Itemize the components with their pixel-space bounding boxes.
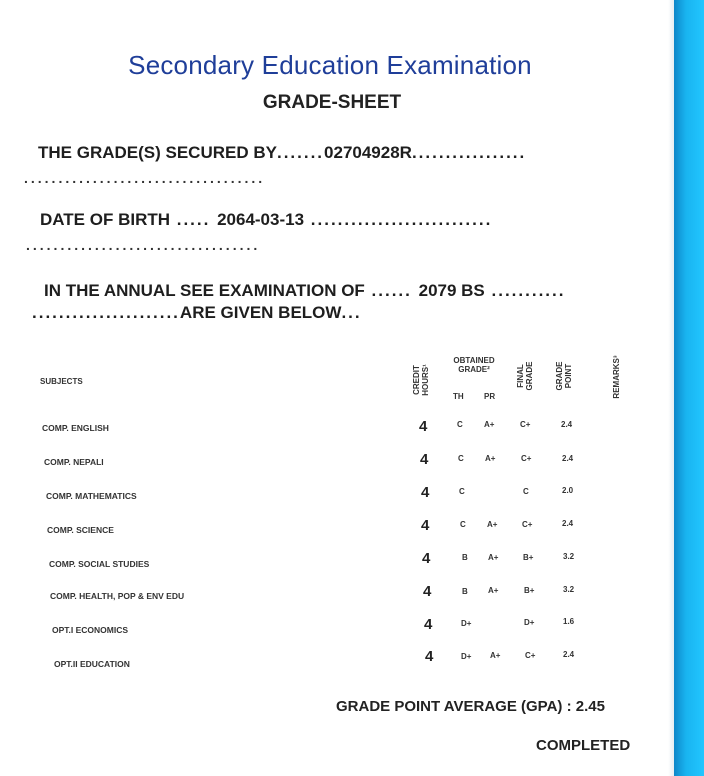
exam-title: Secondary Education Examination bbox=[128, 50, 532, 80]
gpa-line bbox=[336, 698, 605, 715]
table-row-credit: 4 bbox=[420, 451, 429, 468]
table-row-final: B+ bbox=[524, 586, 535, 595]
table-row-gp: 3.2 bbox=[563, 585, 575, 594]
table-row-final: C+ bbox=[522, 520, 533, 529]
table-row-gp: 2.4 bbox=[562, 519, 574, 528]
symbol-number: 02704928R bbox=[324, 143, 412, 162]
final-grade-header: FINAL GRADE bbox=[516, 361, 534, 391]
table-row-final: C+ bbox=[525, 651, 536, 660]
grade-point-header: GRADE POINT bbox=[555, 361, 573, 391]
secured-label: THE GRADE(S) SECURED BY bbox=[38, 143, 277, 162]
table-row-credit: 4 bbox=[419, 418, 428, 435]
table-row-th: D+ bbox=[461, 652, 472, 661]
table-row-credit: 4 bbox=[425, 648, 434, 665]
subjects-header: SUBJECTS bbox=[40, 377, 83, 386]
table-row-th: D+ bbox=[461, 619, 472, 628]
table-row-pr: A+ bbox=[488, 586, 499, 595]
secured-by-line: THE GRADE(S) SECURED BY.......02704928R................. bbox=[38, 143, 527, 162]
table-row-subject: COMP. MATHEMATICS bbox=[46, 491, 137, 501]
table-row-gp: 2.4 bbox=[561, 420, 573, 429]
exam-year: 2079 BS bbox=[418, 281, 485, 300]
credit-hours-header: CREDIT HOURS¹ bbox=[412, 364, 430, 396]
table-row-subject: OPT.II EDUCATION bbox=[54, 659, 130, 669]
dob-label: DATE OF BIRTH bbox=[40, 210, 171, 229]
table-row-th: C bbox=[458, 454, 464, 463]
table-row-subject: COMP. SCIENCE bbox=[47, 525, 114, 535]
table-row-credit: 4 bbox=[424, 616, 433, 633]
status-text: COMPLETED bbox=[536, 737, 631, 754]
table-row-subject: COMP. HEALTH, POP & ENV EDU bbox=[50, 591, 185, 601]
table-row-pr: A+ bbox=[488, 553, 499, 562]
th-header: TH bbox=[453, 392, 464, 401]
table-row-pr: A+ bbox=[485, 454, 496, 463]
table-row-final: C+ bbox=[521, 454, 532, 463]
table-row-credit: 4 bbox=[423, 583, 432, 600]
table-row-th: B bbox=[462, 587, 468, 596]
table-row-final: B+ bbox=[523, 553, 534, 562]
table-row-final: C bbox=[523, 487, 529, 496]
table-row-gp: 2.0 bbox=[562, 486, 574, 495]
table-row-th: C bbox=[459, 487, 465, 496]
table-row-final: D+ bbox=[524, 618, 535, 627]
table-row-subject: COMP. NEPALI bbox=[44, 457, 104, 467]
dotted-line: ................................... bbox=[24, 170, 266, 186]
pr-header: PR bbox=[484, 392, 496, 401]
table-row-subject: OPT.I ECONOMICS bbox=[52, 625, 129, 635]
table-row-gp: 1.6 bbox=[563, 617, 575, 626]
table-row-gp: 2.4 bbox=[562, 454, 574, 463]
gpa-value: 2.45 bbox=[575, 698, 605, 715]
dotted-line: .................................. bbox=[26, 237, 261, 253]
table-row-credit: 4 bbox=[421, 517, 430, 534]
table-row-final: C+ bbox=[520, 420, 531, 429]
given-below-text: ARE GIVEN BELOW bbox=[179, 303, 342, 322]
table-row-pr: A+ bbox=[484, 420, 495, 429]
given-below-line: ......................ARE GIVEN BELOW... bbox=[32, 303, 362, 322]
table-row-pr: A+ bbox=[487, 520, 498, 529]
table-row-th: B bbox=[462, 553, 468, 562]
dob-value: 2064-03-13 bbox=[217, 210, 305, 229]
table-row-subject: COMP. SOCIAL STUDIES bbox=[49, 559, 150, 569]
exam-line: IN THE ANNUAL SEE EXAMINATION OF ...... 2079 BS ........... bbox=[44, 281, 566, 300]
table-row-gp: 2.4 bbox=[563, 650, 575, 659]
background-edge bbox=[674, 0, 704, 776]
table-row-th: C bbox=[460, 520, 466, 529]
gpa-label: GRADE POINT AVERAGE (GPA) : bbox=[336, 698, 572, 715]
remarks-header: REMARKS³ bbox=[612, 355, 621, 399]
obtained-grade-header: OBTAINED GRADE² bbox=[453, 356, 495, 374]
sheet-title: GRADE-SHEET bbox=[262, 92, 402, 113]
table-row-credit: 4 bbox=[421, 484, 430, 501]
exam-label: IN THE ANNUAL SEE EXAMINATION OF bbox=[44, 281, 365, 300]
table-row-subject: COMP. ENGLISH bbox=[42, 423, 109, 433]
table-row-th: C bbox=[457, 420, 463, 429]
table-row-credit: 4 bbox=[422, 550, 431, 567]
table-row-pr: A+ bbox=[490, 651, 501, 660]
table-row-gp: 3.2 bbox=[563, 552, 575, 561]
dob-line: DATE OF BIRTH ..... 2064-03-13 ........................... bbox=[40, 210, 493, 229]
